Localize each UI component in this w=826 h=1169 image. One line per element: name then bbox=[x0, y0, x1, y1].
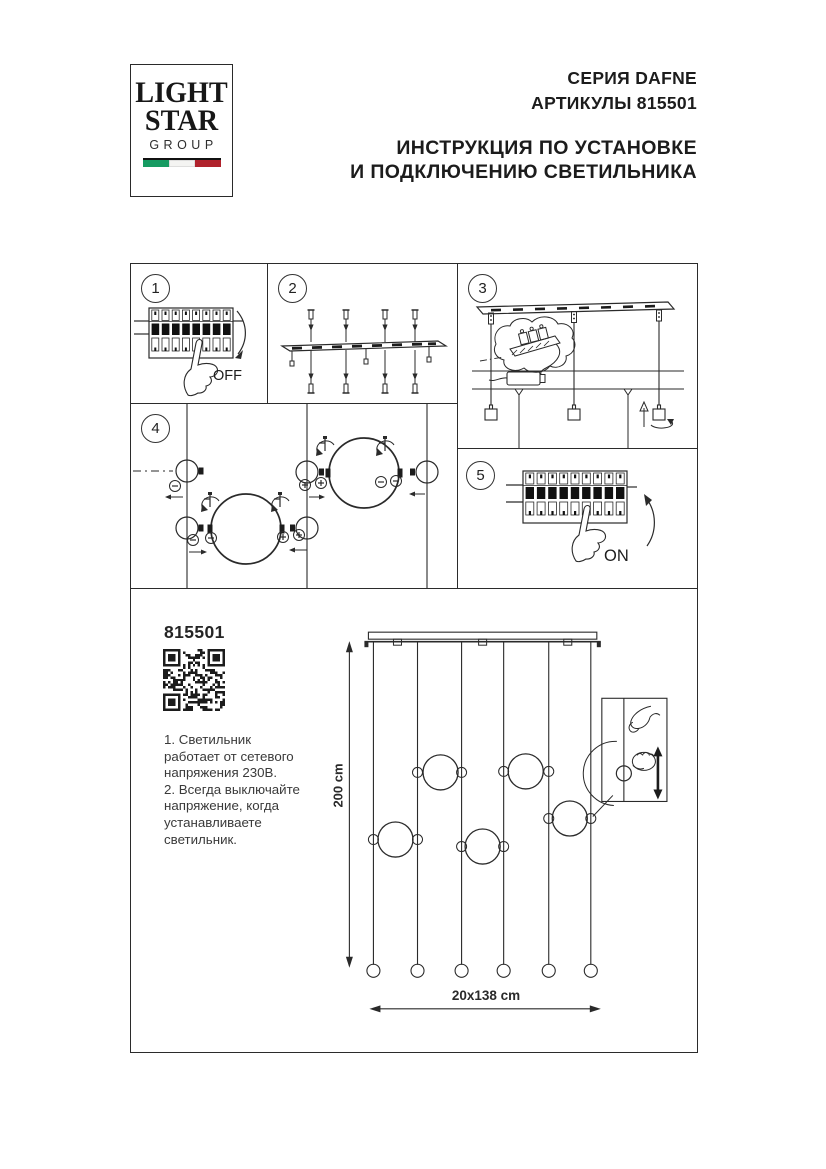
note-line: устанавливаете bbox=[164, 814, 262, 830]
instruction-title-line2: И ПОДКЛЮЧЕНИЮ СВЕТИЛЬНИКА bbox=[350, 161, 697, 183]
rotation-arrow-icon bbox=[271, 492, 289, 512]
rotation-arrow-icon bbox=[316, 436, 334, 456]
on-direction-arrow-icon bbox=[646, 498, 654, 546]
step-number-2: 2 bbox=[278, 274, 307, 303]
step-2-panel bbox=[267, 263, 458, 404]
step-4-panel bbox=[130, 403, 458, 589]
rotation-arrow-icon bbox=[376, 436, 394, 456]
height-dimension-label: 200 cm bbox=[330, 763, 346, 808]
step-5-panel bbox=[457, 448, 698, 589]
flag-red bbox=[195, 160, 221, 167]
glass-sphere bbox=[329, 438, 399, 508]
flag-white bbox=[169, 160, 195, 167]
lightstar-logo bbox=[130, 64, 233, 197]
logo-group: GROUP bbox=[149, 138, 218, 152]
step-number-1: 1 bbox=[141, 274, 170, 303]
step-number-3: 3 bbox=[468, 274, 497, 303]
spread-dimension-label: 20x138 cm bbox=[451, 988, 521, 1003]
note-line: 2. Всегда выключайте bbox=[164, 781, 300, 797]
safety-notes bbox=[164, 732, 314, 848]
step-number-5: 5 bbox=[466, 461, 495, 490]
articles-title: АРТИКУЛЫ 815501 bbox=[531, 92, 697, 113]
note-line: светильник. bbox=[164, 831, 238, 847]
led-driver bbox=[507, 372, 540, 385]
pinching-hand-icon bbox=[629, 706, 660, 732]
on-label: ON bbox=[604, 547, 629, 565]
italian-flag bbox=[143, 158, 221, 167]
series-title: СЕРИЯ DAFNE bbox=[567, 68, 697, 88]
off-direction-arrow-icon bbox=[237, 311, 245, 354]
sphere-studs bbox=[208, 469, 403, 534]
pointing-hand-icon bbox=[572, 505, 605, 561]
logo-light: LIGHT bbox=[135, 76, 228, 109]
note-line: напряжение, когда bbox=[164, 798, 279, 814]
note-line: напряжения 230В. bbox=[164, 765, 278, 781]
logo-star: STAR bbox=[144, 104, 219, 137]
suspension-wires bbox=[373, 642, 590, 965]
note-line: 1. Светильник bbox=[164, 732, 252, 747]
sphere-assembly-diagram bbox=[131, 404, 457, 588]
spread-dimension bbox=[369, 1005, 600, 1012]
terminal-blocks bbox=[518, 324, 549, 345]
step-number-4: 4 bbox=[141, 414, 170, 443]
note-line: работает от сетевого bbox=[164, 748, 294, 764]
connector-balls bbox=[368, 766, 595, 851]
article-number: 815501 bbox=[164, 622, 225, 642]
step-1-panel bbox=[130, 263, 268, 404]
product-panel bbox=[130, 588, 698, 1053]
gripping-hand-icon bbox=[632, 752, 655, 770]
height-dimension bbox=[346, 641, 353, 968]
suspension-wires bbox=[491, 321, 659, 405]
off-label: OFF bbox=[213, 368, 242, 384]
glass-spheres bbox=[378, 754, 587, 864]
height-adjust-inset bbox=[583, 698, 667, 816]
detail-cloud bbox=[494, 317, 574, 372]
header-text bbox=[350, 66, 697, 184]
instruction-title-line1: ИНСТРУКЦИЯ ПО УСТАНОВКЕ bbox=[396, 137, 697, 159]
cube-pendants bbox=[485, 405, 665, 420]
wire-end-balls bbox=[367, 964, 597, 977]
qr-code bbox=[163, 649, 225, 711]
up-down-arrow-icon bbox=[653, 746, 662, 799]
glass-sphere bbox=[211, 494, 281, 564]
flag-green bbox=[143, 160, 169, 167]
step-3-panel bbox=[457, 263, 698, 449]
